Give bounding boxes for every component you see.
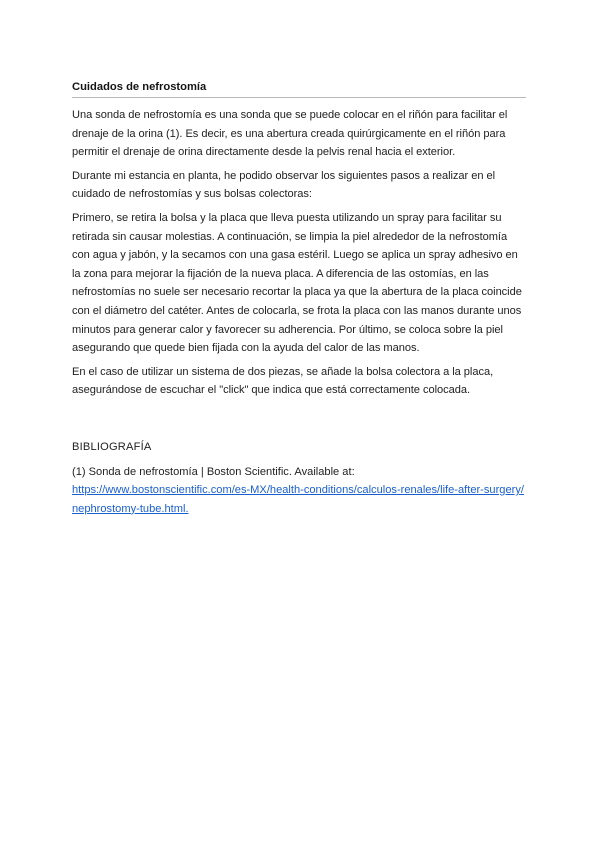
paragraph-observation: Durante mi estancia en planta, he podido observar los siguientes pasos a realizar en el cuidado de nefrostomías y sus bolsas colectoras: <box>72 169 496 201</box>
paragraph-two-piece-system: En el caso de utilizar un sistema de dos piezas, se añade la bolsa colectora a la placa, asegurándose de escuchar el "click" que indica que está correctamente colocada. <box>72 365 494 397</box>
document-heading: Cuidados de nefrostomía <box>72 79 526 98</box>
reference-link[interactable]: https://www.bostonscientific.com/es-MX/health-conditions/calculos-renales/life-after-surgery/nephrostomy-tube.html. <box>72 484 524 515</box>
reference-text: (1) Sonda de nefrostomía | Boston Scientific. Available at: <box>72 465 355 478</box>
paragraph-intro: Una sonda de nefrostomía es una sonda que se puede colocar en el riñón para facilitar el drenaje de la orina (1). Es decir, es una abertura creada quirúrgicamente en el riñón para permitir el drenaje de orina directamente desde la pelvis renal hacia el exterior. <box>72 109 508 159</box>
bibliography-reference <box>72 463 526 519</box>
document-page <box>72 79 526 518</box>
bibliography-title: BIBLIOGRAFÍA <box>72 440 152 453</box>
paragraph-procedure: Primero, se retira la bolsa y la placa que lleva puesta utilizando un spray para facilitar su retirada sin causar molestias. A continuación, se limpia la piel alrededor de la nefrostomía con agua y jabón, y la secamos con una gasa estéril. Luego se aplica un spray adhesivo en la zona para mejorar la fijación de la nueva placa. A diferencia de las ostomías, en las nefrostomías no suele ser necesario recortar la placa ya que la abertura de la placa coincide con el diámetro del catéter. Antes de colocarla, se frota la placa con las manos durante unos minutos para generar calor y favorecer su adherencia. Por último, se coloca sobre la piel asegurando que quede bien fijada con la ayuda del calor de las manos. <box>72 211 522 355</box>
